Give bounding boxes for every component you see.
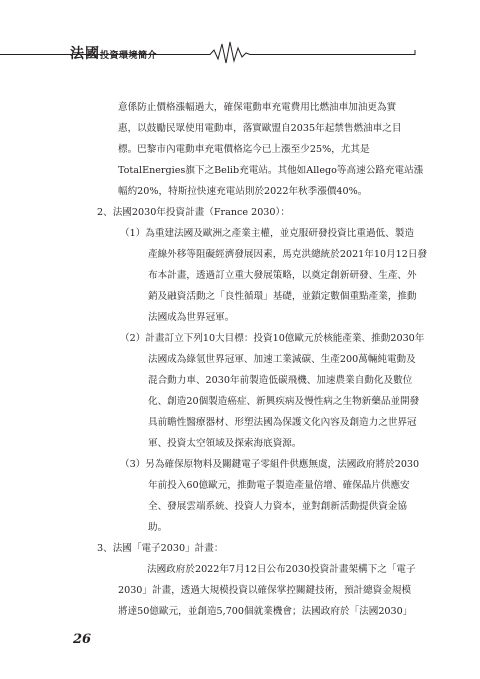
text-line: （1）為重建法國及歐洲之產業主權，並克服研發投資比重過低、製造: [120, 228, 414, 239]
text-line: 法國成為世界冠軍。: [148, 312, 235, 323]
text-line: 混合動力車、2030年前製造低碳飛機、加速農業自動化及數位: [148, 375, 413, 386]
text-line: 將達50億歐元，並創造5,700個就業機會；法國政府於「法國2030」: [118, 606, 413, 617]
text-line: 意係防止價格漲幅過大，確保電動車充電費用比燃油車加油更為實: [118, 102, 397, 113]
text-line: 年前投入60億歐元，推動電子製造產量倍增、確保晶片供應安: [148, 480, 410, 491]
text-line: TotalEnergies旗下之Belib充電站。其他如Allego等高速公路充電站漲: [118, 165, 424, 176]
header-title: [70, 43, 157, 63]
text-line: 法國政府於2022年7月12日公布2030投資計畫架構下之「電子: [147, 564, 416, 575]
text-line: 2030」計畫，透過大規模投資以確保掌控關鍵技術，預計總資金規模: [118, 585, 412, 596]
header-title-large: 法國: [70, 46, 100, 62]
text-line: 助。: [148, 522, 168, 533]
page-header: [0, 0, 480, 70]
text-line: 全、發展雲端系統、投資人力資本，並對創新活動提供資金協: [148, 501, 408, 512]
text-line: 幅約20%，特斯拉快速充電站則於2022年秋季漲價40%。: [118, 186, 368, 197]
section-3-paragraph: [118, 559, 416, 622]
text-line: （2）計畫訂立下列10大目標：投資10億歐元於核能產業、推動2030年: [120, 333, 425, 344]
section-2-item-3: [120, 454, 419, 538]
text-line: 銷及融資活動之「良性循環」基礎，並鎖定數個重點產業，推動: [148, 291, 417, 302]
text-line: 具前瞻性醫療器材、形塑法國為保護文化內容及創造力之世界冠: [148, 417, 417, 428]
text-line: 惠，以鼓勵民眾使用電動車，落實歐盟自2035年起禁售燃油車之目: [118, 123, 402, 134]
text-line: 產線外移等阻礙經濟發展因素，馬克洪總統於2021年10月12日發: [148, 249, 428, 260]
text-line: 布本計畫，透過訂立重大發展策略，以奠定創新研發、生產、外: [148, 270, 417, 281]
text-line: 標。巴黎市內電動車充電價格迄今已上漲至少25%，尤其是: [118, 144, 370, 155]
header-title-small: 投資環境簡介: [100, 51, 158, 61]
intro-paragraph: [118, 97, 423, 202]
text-line: 軍、投資太空領域及探索海底資源。: [148, 438, 302, 449]
text-line: 化、創造20個製造癌症、新興疾病及慢性病之生物新藥品並開發: [148, 396, 420, 407]
text-line: （3）另為確保原物料及關鍵電子零組件供應無虞，法國政府將於2030: [120, 459, 420, 470]
section-2-item-1: [120, 223, 427, 328]
section-2-item-2: [120, 328, 424, 454]
page-number: 26: [73, 632, 92, 647]
text-line: 法國成為綠氫世界冠軍、加速工業減碳、生產200萬輛純電動及: [148, 354, 416, 365]
section-3-heading: 3、法國「電子2030」計畫：: [97, 543, 224, 554]
section-2-heading: 2、法國2030年投資計畫（France 2030）：: [97, 207, 290, 218]
